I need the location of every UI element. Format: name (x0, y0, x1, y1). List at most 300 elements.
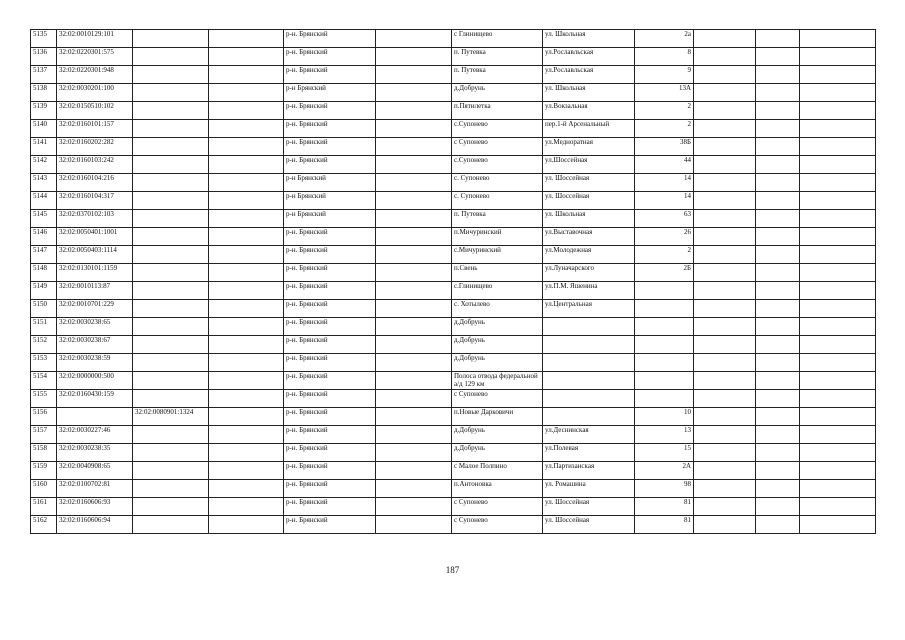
house-number-cell: 2 (635, 102, 694, 120)
empty-cell (209, 174, 284, 192)
district-cell: р-н. Брянский (284, 120, 376, 138)
empty-cell (209, 462, 284, 480)
settlement-cell: д.Добрунь (452, 84, 543, 102)
empty-cell (800, 426, 876, 444)
district-cell: р-н. Брянский (284, 138, 376, 156)
district-cell: р-н. Брянский (284, 354, 376, 372)
empty-cell (694, 138, 756, 156)
empty-cell (376, 138, 452, 156)
settlement-cell: п. Путевка (452, 210, 543, 228)
empty-cell (694, 426, 756, 444)
old-cadastral-number-cell (133, 390, 209, 408)
district-cell: р-н. Брянский (284, 30, 376, 48)
settlement-cell: с Глинищево (452, 30, 543, 48)
row-number-cell: 5155 (31, 390, 57, 408)
row-number-cell: 5136 (31, 48, 57, 66)
empty-cell (800, 120, 876, 138)
empty-cell (756, 102, 800, 120)
empty-cell (756, 462, 800, 480)
empty-cell (800, 444, 876, 462)
street-cell: ул.Деснинская (543, 426, 635, 444)
street-cell: ул.Вокзальная (543, 102, 635, 120)
settlement-cell: д.Добрунь (452, 426, 543, 444)
empty-cell (800, 192, 876, 210)
empty-cell (756, 192, 800, 210)
cadastral-number-cell: 32:02:0220301:948 (57, 66, 133, 84)
cadastral-number-cell: 32:02:0160101:157 (57, 120, 133, 138)
old-cadastral-number-cell (133, 246, 209, 264)
empty-cell (209, 516, 284, 534)
cadastral-number-cell: 32:02:0030238:65 (57, 318, 133, 336)
street-cell: ул.Полевая (543, 444, 635, 462)
row-number-cell: 5139 (31, 102, 57, 120)
street-cell: ул. Школьная (543, 84, 635, 102)
row-number-cell: 5151 (31, 318, 57, 336)
row-number-cell: 5157 (31, 426, 57, 444)
house-number-cell: 2 (635, 246, 694, 264)
empty-cell (694, 444, 756, 462)
empty-cell (756, 354, 800, 372)
street-cell (543, 372, 635, 390)
table-row (31, 48, 876, 66)
empty-cell (209, 480, 284, 498)
house-number-cell: 13А (635, 84, 694, 102)
house-number-cell (635, 318, 694, 336)
row-number-cell: 5137 (31, 66, 57, 84)
cadastral-number-cell: 32:02:0030201:100 (57, 84, 133, 102)
empty-cell (800, 318, 876, 336)
house-number-cell: 13 (635, 426, 694, 444)
old-cadastral-number-cell (133, 480, 209, 498)
street-cell: ул. Шоссейная (543, 192, 635, 210)
cadastral-number-cell: 32:02:0160103:242 (57, 156, 133, 174)
empty-cell (800, 48, 876, 66)
empty-cell (800, 246, 876, 264)
cadastral-number-cell (57, 408, 133, 426)
house-number-cell (635, 282, 694, 300)
old-cadastral-number-cell: 32:02:0080901:1324 (133, 408, 209, 426)
street-cell: пер.1-й Арсенальный (543, 120, 635, 138)
empty-cell (800, 228, 876, 246)
empty-cell (694, 372, 756, 390)
table-row (31, 228, 876, 246)
house-number-cell: 15 (635, 444, 694, 462)
row-number-cell: 5158 (31, 444, 57, 462)
empty-cell (800, 30, 876, 48)
street-cell: ул. Шоссейная (543, 498, 635, 516)
empty-cell (209, 228, 284, 246)
district-cell: р-н. Брянский (284, 462, 376, 480)
house-number-cell: 44 (635, 156, 694, 174)
empty-cell (756, 516, 800, 534)
table-row (31, 318, 876, 336)
empty-cell (376, 354, 452, 372)
empty-cell (376, 102, 452, 120)
table-row (31, 120, 876, 138)
cadastral-number-cell: 32:02:0030227:46 (57, 426, 133, 444)
cadastral-number-cell: 32:02:0130101:1159 (57, 264, 133, 282)
empty-cell (376, 336, 452, 354)
empty-cell (209, 192, 284, 210)
street-cell (543, 336, 635, 354)
empty-cell (376, 246, 452, 264)
empty-cell (376, 174, 452, 192)
old-cadastral-number-cell (133, 210, 209, 228)
old-cadastral-number-cell (133, 30, 209, 48)
district-cell: р-н. Брянский (284, 246, 376, 264)
land-register-table (30, 29, 876, 534)
cadastral-number-cell: 32:02:0000000:500 (57, 372, 133, 390)
empty-cell (376, 210, 452, 228)
empty-cell (694, 282, 756, 300)
old-cadastral-number-cell (133, 300, 209, 318)
settlement-cell: д.Добрунь (452, 444, 543, 462)
table-row (31, 372, 876, 390)
page-number: 187 (445, 565, 460, 575)
empty-cell (376, 318, 452, 336)
empty-cell (376, 516, 452, 534)
table-row (31, 138, 876, 156)
empty-cell (209, 138, 284, 156)
house-number-cell: 98 (635, 480, 694, 498)
settlement-cell: с.Супонево (452, 120, 543, 138)
empty-cell (756, 210, 800, 228)
empty-cell (694, 480, 756, 498)
empty-cell (209, 336, 284, 354)
old-cadastral-number-cell (133, 516, 209, 534)
district-cell: р-н. Брянский (284, 156, 376, 174)
cadastral-number-cell: 32:02:0100702:81 (57, 480, 133, 498)
house-number-cell: 81 (635, 516, 694, 534)
old-cadastral-number-cell (133, 102, 209, 120)
empty-cell (800, 264, 876, 282)
table-row (31, 336, 876, 354)
street-cell (543, 390, 635, 408)
settlement-cell: с Супонево (452, 498, 543, 516)
district-cell: р-н. Брянский (284, 516, 376, 534)
empty-cell (376, 156, 452, 174)
house-number-cell (635, 336, 694, 354)
row-number-cell: 5146 (31, 228, 57, 246)
settlement-cell: с. Супонево (452, 174, 543, 192)
empty-cell (376, 372, 452, 390)
old-cadastral-number-cell (133, 228, 209, 246)
district-cell: р-н Брянский (284, 192, 376, 210)
empty-cell (694, 246, 756, 264)
cadastral-number-cell: 32:02:0010129:101 (57, 30, 133, 48)
empty-cell (209, 156, 284, 174)
house-number-cell: 14 (635, 174, 694, 192)
district-cell: р-н. Брянский (284, 372, 376, 390)
table-row (31, 300, 876, 318)
empty-cell (756, 480, 800, 498)
empty-cell (756, 120, 800, 138)
old-cadastral-number-cell (133, 192, 209, 210)
street-cell: ул.Центральная (543, 300, 635, 318)
row-number-cell: 5142 (31, 156, 57, 174)
district-cell: р-н. Брянский (284, 228, 376, 246)
empty-cell (209, 444, 284, 462)
empty-cell (209, 120, 284, 138)
empty-cell (800, 372, 876, 390)
table-row (31, 210, 876, 228)
row-number-cell: 5144 (31, 192, 57, 210)
empty-cell (376, 282, 452, 300)
district-cell: р-н. Брянский (284, 444, 376, 462)
cadastral-number-cell: 32:02:0220301:575 (57, 48, 133, 66)
settlement-cell: п.Пятилетка (452, 102, 543, 120)
house-number-cell: 81 (635, 498, 694, 516)
empty-cell (209, 354, 284, 372)
empty-cell (694, 84, 756, 102)
table-row (31, 156, 876, 174)
empty-cell (800, 336, 876, 354)
empty-cell (694, 390, 756, 408)
table-row (31, 480, 876, 498)
empty-cell (376, 84, 452, 102)
empty-cell (800, 354, 876, 372)
empty-cell (376, 264, 452, 282)
empty-cell (800, 84, 876, 102)
empty-cell (756, 498, 800, 516)
street-cell: ул.Партизанская (543, 462, 635, 480)
cadastral-number-cell: 32:02:0010701:229 (57, 300, 133, 318)
old-cadastral-number-cell (133, 318, 209, 336)
cadastral-number-cell: 32:02:0030238:59 (57, 354, 133, 372)
street-cell: ул.Медноратная (543, 138, 635, 156)
settlement-cell: п. Путевка (452, 66, 543, 84)
empty-cell (694, 192, 756, 210)
district-cell: р-н. Брянский (284, 48, 376, 66)
cadastral-number-cell: 32:02:0150510:102 (57, 102, 133, 120)
empty-cell (376, 30, 452, 48)
district-cell: р-н. Брянский (284, 264, 376, 282)
empty-cell (376, 300, 452, 318)
old-cadastral-number-cell (133, 372, 209, 390)
table-row (31, 30, 876, 48)
settlement-cell: п.Мичуринский (452, 228, 543, 246)
street-cell (543, 354, 635, 372)
row-number-cell: 5135 (31, 30, 57, 48)
table-row (31, 84, 876, 102)
empty-cell (694, 120, 756, 138)
settlement-cell: д.Добрунь (452, 336, 543, 354)
empty-cell (694, 408, 756, 426)
house-number-cell (635, 300, 694, 318)
empty-cell (209, 84, 284, 102)
row-number-cell: 5156 (31, 408, 57, 426)
empty-cell (800, 462, 876, 480)
empty-cell (800, 66, 876, 84)
table-row (31, 282, 876, 300)
empty-cell (694, 210, 756, 228)
empty-cell (756, 318, 800, 336)
empty-cell (800, 390, 876, 408)
settlement-cell: с. Супонево (452, 192, 543, 210)
empty-cell (376, 462, 452, 480)
street-cell: ул.Рославльская (543, 48, 635, 66)
empty-cell (800, 156, 876, 174)
district-cell: р-н Брянский (284, 174, 376, 192)
house-number-cell: 14 (635, 192, 694, 210)
empty-cell (209, 282, 284, 300)
row-number-cell: 5159 (31, 462, 57, 480)
empty-cell (694, 462, 756, 480)
street-cell: ул. Ромашина (543, 480, 635, 498)
empty-cell (800, 408, 876, 426)
empty-cell (756, 84, 800, 102)
empty-cell (756, 138, 800, 156)
empty-cell (694, 498, 756, 516)
empty-cell (694, 318, 756, 336)
old-cadastral-number-cell (133, 462, 209, 480)
settlement-cell: с.Глинищево (452, 282, 543, 300)
cadastral-number-cell: 32:02:0370102:103 (57, 210, 133, 228)
empty-cell (694, 102, 756, 120)
street-cell: ул.Выставочная (543, 228, 635, 246)
house-number-cell: 2а (635, 30, 694, 48)
settlement-cell: п.Свень (452, 264, 543, 282)
settlement-cell: с.Супонево (452, 156, 543, 174)
table-row (31, 444, 876, 462)
table-row (31, 174, 876, 192)
house-number-cell: 2Б (635, 264, 694, 282)
table-row (31, 516, 876, 534)
empty-cell (376, 480, 452, 498)
cadastral-number-cell: 32:02:0010113:87 (57, 282, 133, 300)
old-cadastral-number-cell (133, 48, 209, 66)
empty-cell (694, 264, 756, 282)
row-number-cell: 5140 (31, 120, 57, 138)
district-cell: р-н. Брянский (284, 426, 376, 444)
empty-cell (209, 390, 284, 408)
district-cell: р-н. Брянский (284, 408, 376, 426)
house-number-cell: 2А (635, 462, 694, 480)
empty-cell (800, 498, 876, 516)
row-number-cell: 5154 (31, 372, 57, 390)
street-cell: ул. Школьная (543, 30, 635, 48)
cadastral-number-cell: 32:02:0160430:159 (57, 390, 133, 408)
empty-cell (376, 426, 452, 444)
district-cell: р-н. Брянский (284, 390, 376, 408)
row-number-cell: 5160 (31, 480, 57, 498)
cadastral-number-cell: 32:02:0030238:67 (57, 336, 133, 354)
empty-cell (376, 390, 452, 408)
empty-cell (694, 516, 756, 534)
empty-cell (756, 264, 800, 282)
street-cell (543, 408, 635, 426)
empty-cell (756, 426, 800, 444)
district-cell: р-н Брянский (284, 210, 376, 228)
settlement-cell: д.Добрунь (452, 354, 543, 372)
old-cadastral-number-cell (133, 156, 209, 174)
empty-cell (694, 228, 756, 246)
row-number-cell: 5153 (31, 354, 57, 372)
house-number-cell: 9 (635, 66, 694, 84)
table-row (31, 66, 876, 84)
house-number-cell: 8 (635, 48, 694, 66)
cadastral-number-cell: 32:02:0160104:216 (57, 174, 133, 192)
settlement-cell: с Супонево (452, 138, 543, 156)
empty-cell (800, 210, 876, 228)
settlement-cell: с Супонево (452, 516, 543, 534)
empty-cell (209, 498, 284, 516)
empty-cell (756, 174, 800, 192)
settlement-cell: п. Путевка (452, 48, 543, 66)
cadastral-number-cell: 32:02:0050401:1001 (57, 228, 133, 246)
empty-cell (376, 498, 452, 516)
row-number-cell: 5148 (31, 264, 57, 282)
empty-cell (800, 282, 876, 300)
table-row (31, 264, 876, 282)
settlement-cell: с Супонево (452, 390, 543, 408)
empty-cell (376, 228, 452, 246)
empty-cell (209, 246, 284, 264)
cadastral-number-cell: 32:02:0160202:282 (57, 138, 133, 156)
empty-cell (209, 372, 284, 390)
table-row (31, 102, 876, 120)
street-cell (543, 318, 635, 336)
empty-cell (756, 66, 800, 84)
empty-cell (756, 408, 800, 426)
empty-cell (694, 48, 756, 66)
old-cadastral-number-cell (133, 84, 209, 102)
empty-cell (376, 120, 452, 138)
row-number-cell: 5138 (31, 84, 57, 102)
settlement-cell: с.Мичуринский (452, 246, 543, 264)
table-row (31, 390, 876, 408)
row-number-cell: 5141 (31, 138, 57, 156)
empty-cell (800, 480, 876, 498)
district-cell: р-н. Брянский (284, 102, 376, 120)
empty-cell (756, 282, 800, 300)
district-cell: р-н. Брянский (284, 480, 376, 498)
empty-cell (756, 30, 800, 48)
empty-cell (376, 444, 452, 462)
district-cell: р-н. Брянский (284, 318, 376, 336)
settlement-cell: Полоса отвода федеральной а/д 129 км (452, 372, 543, 390)
old-cadastral-number-cell (133, 120, 209, 138)
empty-cell (756, 300, 800, 318)
district-cell: р-н. Брянский (284, 498, 376, 516)
district-cell: р-н Брянский (284, 84, 376, 102)
empty-cell (209, 408, 284, 426)
street-cell: ул. Шоссейная (543, 516, 635, 534)
empty-cell (756, 246, 800, 264)
empty-cell (209, 426, 284, 444)
house-number-cell: 10 (635, 408, 694, 426)
empty-cell (376, 48, 452, 66)
empty-cell (756, 48, 800, 66)
street-cell: ул. Школьная (543, 210, 635, 228)
row-number-cell: 5162 (31, 516, 57, 534)
row-number-cell: 5161 (31, 498, 57, 516)
row-number-cell: 5143 (31, 174, 57, 192)
row-number-cell: 5152 (31, 336, 57, 354)
table-row (31, 408, 876, 426)
street-cell: ул.Шоссейная (543, 156, 635, 174)
old-cadastral-number-cell (133, 498, 209, 516)
row-number-cell: 5149 (31, 282, 57, 300)
street-cell: ул.Рославльская (543, 66, 635, 84)
house-number-cell (635, 354, 694, 372)
old-cadastral-number-cell (133, 138, 209, 156)
district-cell: р-н. Брянский (284, 282, 376, 300)
cadastral-number-cell: 32:02:0160104:317 (57, 192, 133, 210)
empty-cell (209, 102, 284, 120)
empty-cell (800, 174, 876, 192)
old-cadastral-number-cell (133, 174, 209, 192)
